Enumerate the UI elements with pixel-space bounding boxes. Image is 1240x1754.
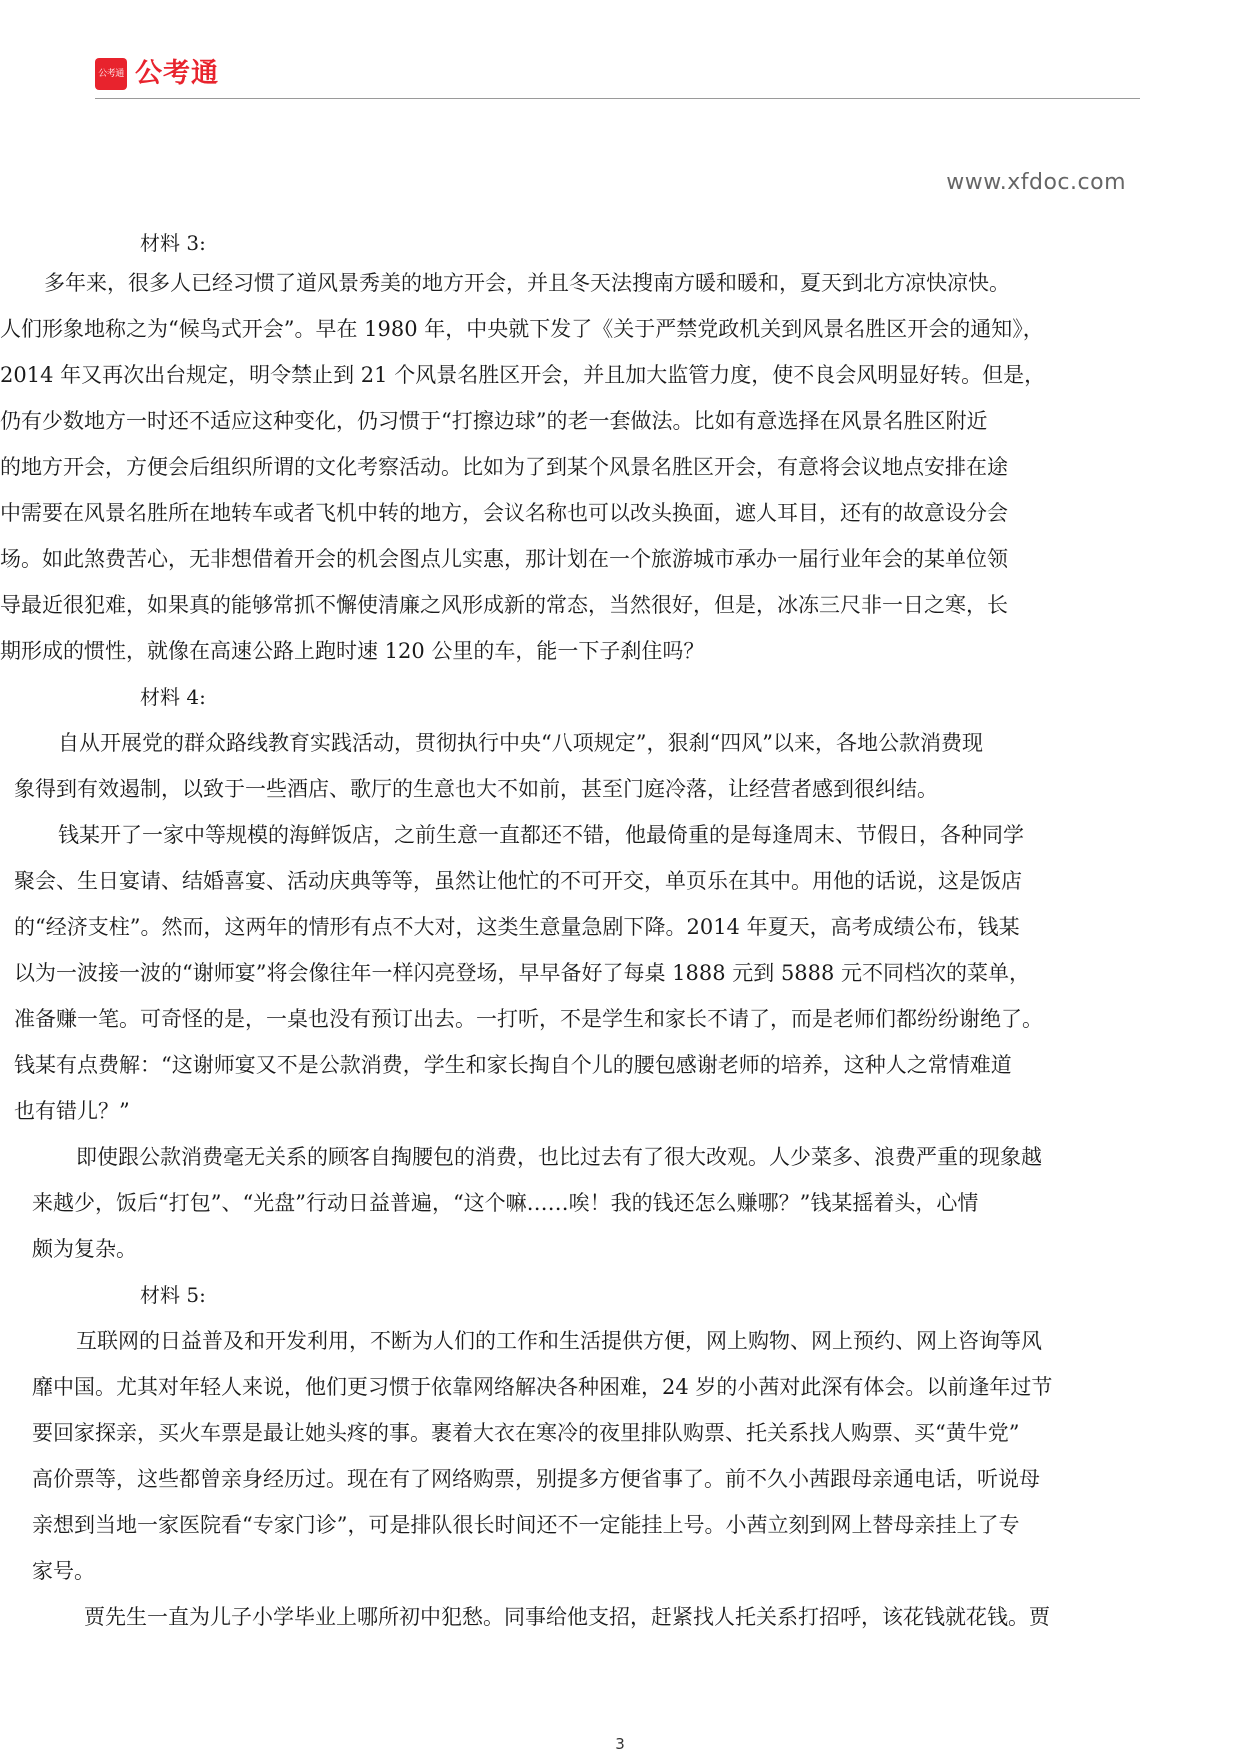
text-line: 钱某有点费解：“这谢师宴又不是公款消费，学生和家长掏自个儿的腰包感谢老师的培养，这种人之常情难道 <box>14 1053 1012 1077</box>
text-line: 来越少，饭后“打包”、“光盘”行动日益普遍，“这个嘛……唉！我的钱还怎么赚哪？”钱某摇着头，心情 <box>32 1191 979 1215</box>
text-line: 准备赚一笔。可奇怪的是，一桌也没有预订出去。一打听，不是学生和家长不请了，而是老师们都纷纷谢绝了。 <box>14 1007 1043 1031</box>
text-line: 钱某开了一家中等规模的海鲜饭店，之前生意一直都还不错，他最倚重的是每逢周末、节假日，各种同学 <box>58 823 1024 847</box>
text-line: 亲想到当地一家医院看“专家门诊”，可是排队很长时间还不一定能挂上号。小茜立刻到网上替母亲挂上了专 <box>32 1513 1020 1537</box>
text-line: 多年来，很多人已经习惯了道风景秀美的地方开会，并且冬天法搜南方暖和暖和，夏天到北方凉快凉快。 <box>44 271 1010 295</box>
text-line: 颇为复杂。 <box>32 1237 137 1261</box>
text-line: 靡中国。尤其对年轻人来说，他们更习惯于依靠网络解决各种困难，24 岁的小茜对此深有体会。以前逢年过节 <box>32 1375 1053 1399</box>
text-line: 也有错儿？” <box>14 1099 130 1123</box>
text-line: 的“经济支柱”。然而，这两年的情形有点不大对，这类生意量急剧下降。2014 年夏天，高考成绩公布，钱某 <box>14 915 1020 939</box>
text-line: 2014 年又再次出台规定，明令禁止到 21 个风景名胜区开会，并且加大监管力度，使不良会风明显好转。但是， <box>0 363 1046 387</box>
text-line: 自从开展党的群众路线教育实践活动，贯彻执行中央“八项规定”，狠刹“四风”以来，各地公款消费现 <box>58 731 983 755</box>
text-line: 互联网的日益普及和开发利用，不断为人们的工作和生活提供方便，网上购物、网上预约、网上咨询等风 <box>76 1329 1042 1353</box>
text-line: 的地方开会，方便会后组织所谓的文化考察活动。比如为了到某个风景名胜区开会，有意将会议地点安排在途 <box>0 455 1008 479</box>
text-line: 中需要在风景名胜所在地转车或者飞机中转的地方，会议名称也可以改头换面，遮人耳目，还有的故意设分会 <box>0 501 1008 525</box>
page-number: 3 <box>615 1735 625 1753</box>
section-label-3: 材料 3: <box>140 231 206 255</box>
text-line: 即使跟公款消费毫无关系的顾客自掏腰包的消费，也比过去有了很大改观。人少菜多、浪费严重的现象越 <box>76 1145 1042 1169</box>
text-line: 高价票等，这些都曾亲身经历过。现在有了网络购票，别提多方便省事了。前不久小茜跟母亲通电话，听说母 <box>32 1467 1040 1491</box>
section-label-4: 材料 4: <box>140 685 206 709</box>
text-line: 以为一波接一波的“谢师宴”将会像往年一样闪亮登场，早早备好了每桌 1888 元到 5888 元不同档次的菜单， <box>14 961 1031 985</box>
text-line: 聚会、生日宴请、结婚喜宴、活动庆典等等，虽然让他忙的不可开交，单页乐在其中。用他的话说，这是饭店 <box>14 869 1022 893</box>
logo-badge: 公考通 <box>95 58 127 90</box>
text-line: 导最近很犯难，如果真的能够常抓不懈使清廉之风形成新的常态，当然很好，但是，冰冻三尺非一日之寒，长 <box>0 593 1008 617</box>
text-line: 象得到有效遏制，以致于一些酒店、歌厅的生意也大不如前，甚至门庭冷落，让经营者感到很纠结。 <box>14 777 938 801</box>
text-line: 要回家探亲，买火车票是最让她头疼的事。裹着大衣在寒冷的夜里排队购票、托关系找人购票、买“黄牛党” <box>32 1421 1020 1445</box>
logo-text: 公考通 <box>135 58 219 89</box>
text-line: 期形成的惯性，就像在高速公路上跑时速 120 公里的车，能一下子刹住吗？ <box>0 639 705 663</box>
section-label-5: 材料 5: <box>140 1283 206 1307</box>
text-line: 场。如此煞费苦心，无非想借着开会的机会图点儿实惠，那计划在一个旅游城市承办一届行业年会的某单位领 <box>0 547 1008 571</box>
text-line: 家号。 <box>32 1559 95 1583</box>
page-header <box>95 58 1140 99</box>
text-line: 贾先生一直为儿子小学毕业上哪所初中犯愁。同事给他支招，赶紧找人托关系打招呼，该花钱就花钱。贾 <box>84 1605 1050 1629</box>
text-line: 人们形象地称之为“候鸟式开会”。早在 1980 年，中央就下发了《关于严禁党政机关到风景名胜区开会的通知》， <box>0 317 1044 341</box>
text-line: 仍有少数地方一时还不适应这种变化，仍习惯于“打擦边球”的老一套做法。比如有意选择在风景名胜区附近 <box>0 409 988 433</box>
watermark-url: www.xfdoc.com <box>946 170 1126 195</box>
